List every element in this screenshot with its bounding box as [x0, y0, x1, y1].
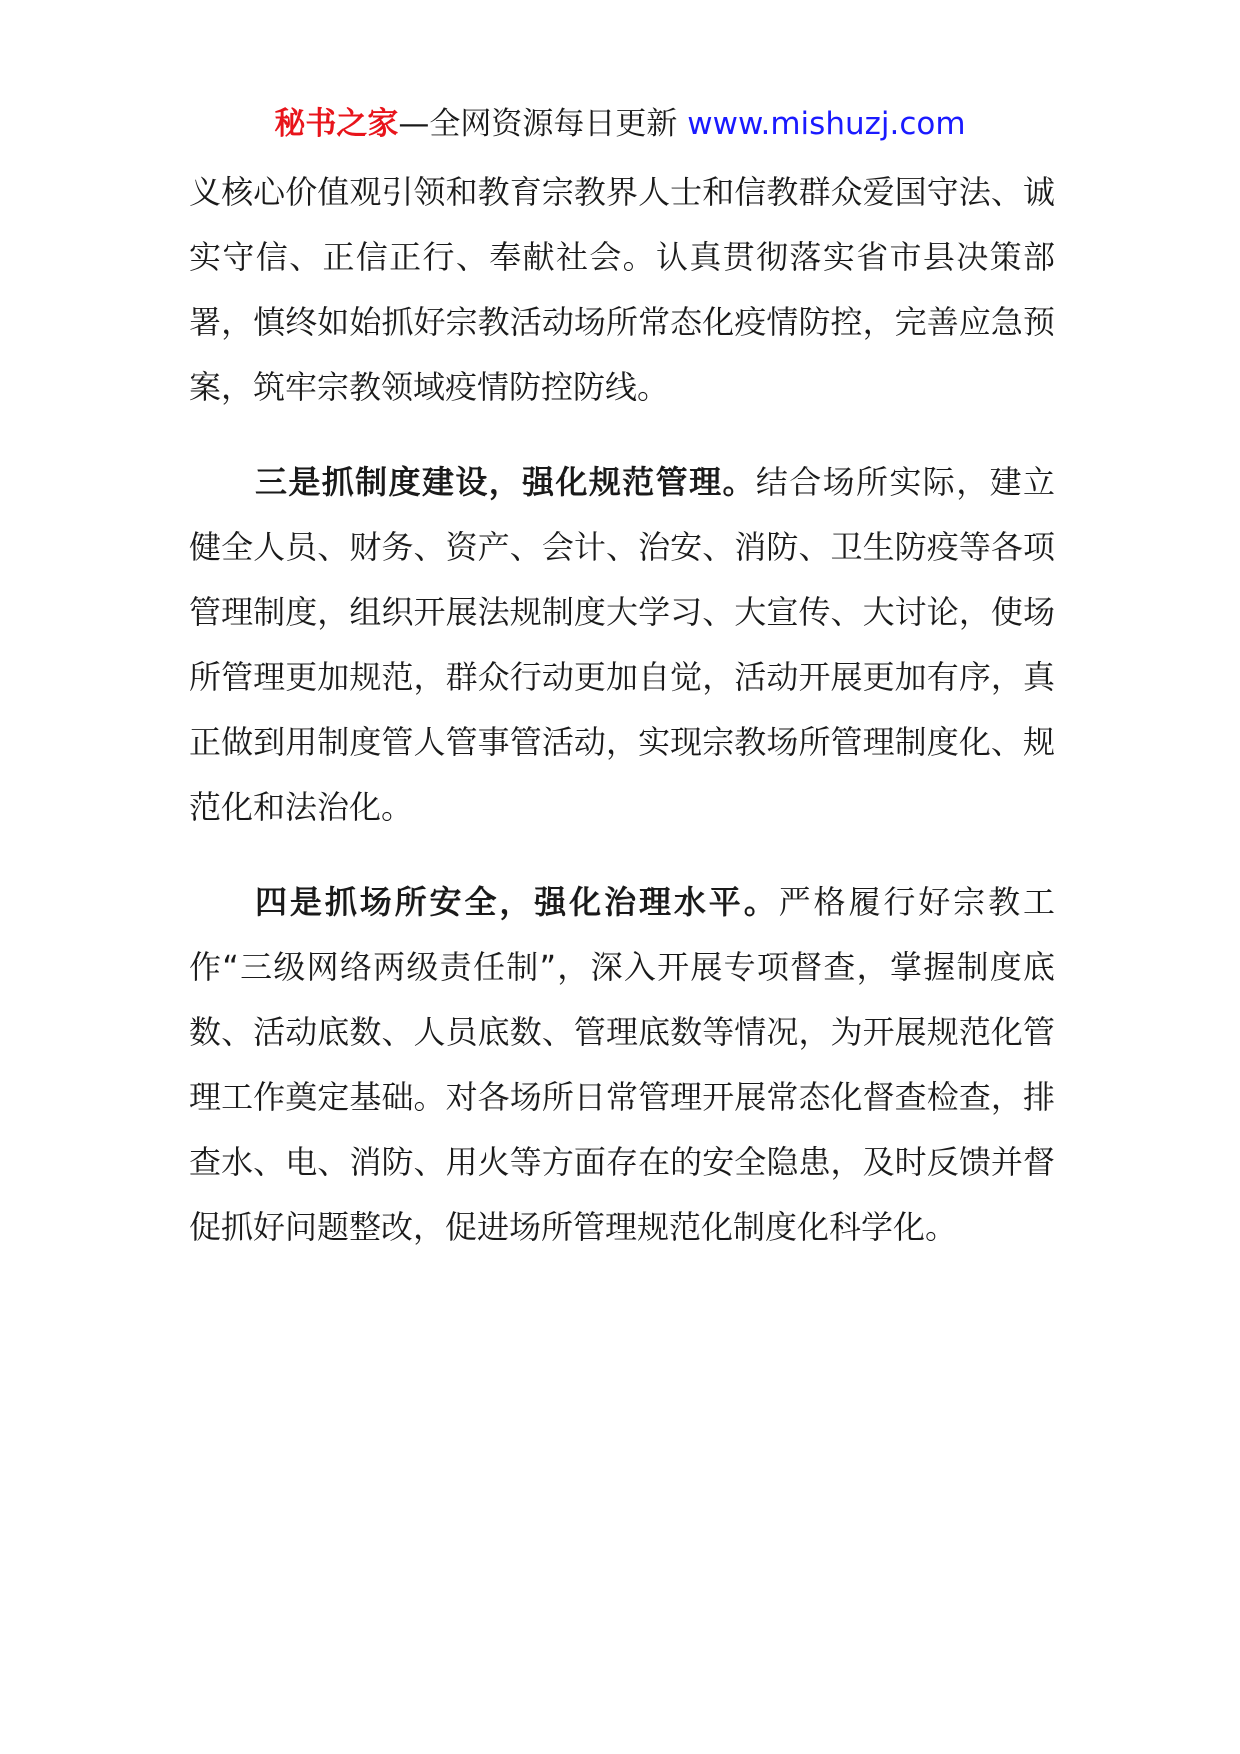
- header-tagline: —全网资源每日更新: [398, 106, 678, 142]
- paragraph-text: 严格履行好宗教工作“三级网络两级责任制”，深入开展专项督查，掌握制度底数、活动底数、人员底数、管理底数等情况，为开展规范化管理工作奠定基础。对各场所日常管理开展常态化督查检查，排查水、电、消防、用火等方面存在的安全隐患，及时反馈并督促抓好问题整改，促进场所管理规范化制度化科学化。: [189, 883, 1055, 1246]
- paragraph-continuation: [189, 160, 1055, 420]
- page-header: [0, 100, 1240, 148]
- paragraph-venue-safety: [189, 870, 1055, 1260]
- brand-name: 秘书之家: [274, 106, 399, 142]
- paragraph-text: 结合场所实际，建立健全人员、财务、资产、会计、治安、消防、卫生防疫等各项管理制度，组织开展法规制度大学习、大宣传、大讨论，使场所管理更加规范，群众行动更加自觉，活动开展更加有序，真正做到用制度管人管事管活动，实现宗教场所管理制度化、规范化和法治化。: [189, 463, 1055, 826]
- document-body: [189, 160, 1055, 1260]
- paragraph-lead-heading: 三是抓制度建设，强化规范管理。: [255, 463, 756, 501]
- site-url-link[interactable]: www.mishuzj.com: [687, 106, 966, 142]
- paragraph-lead-heading: 四是抓场所安全，强化治理水平。: [255, 883, 779, 921]
- paragraph-text: 义核心价值观引领和教育宗教界人士和信教群众爱国守法、诚实守信、正信正行、奉献社会。认真贯彻落实省市县决策部署，慎终如始抓好宗教活动场所常态化疫情防控，完善应急预案，筑牢宗教领域疫情防控防线。: [189, 173, 1055, 406]
- paragraph-institution-building: [189, 450, 1055, 840]
